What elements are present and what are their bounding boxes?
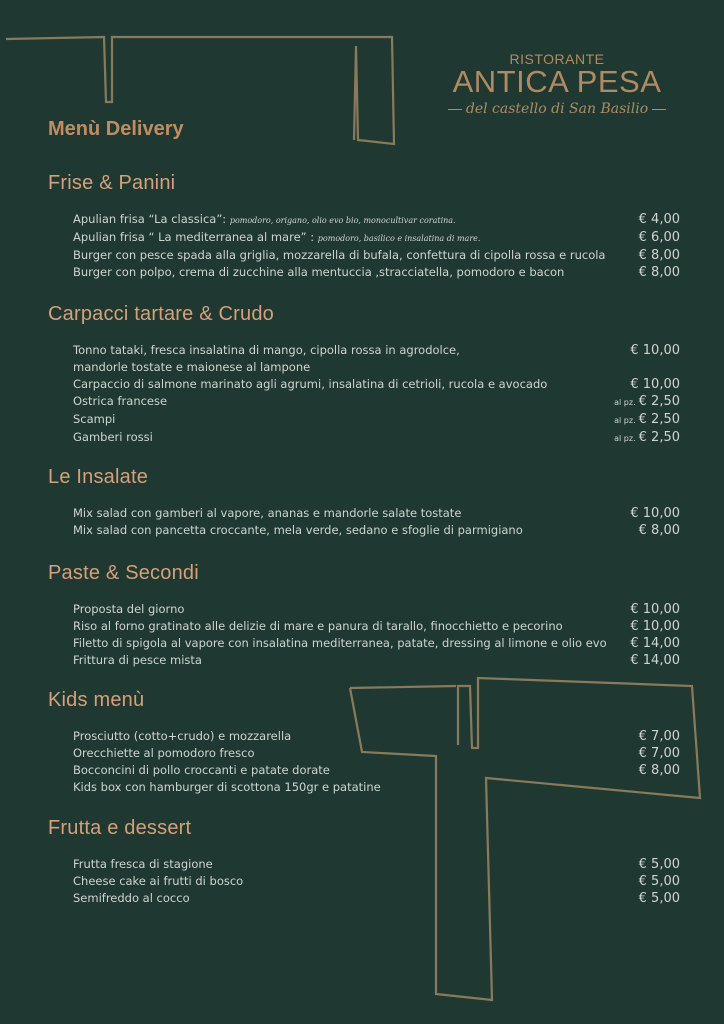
divider-right xyxy=(652,109,666,110)
item-price: € 14,00 xyxy=(630,636,680,651)
menu-item xyxy=(73,522,680,539)
brand-subtitle-row xyxy=(432,101,682,117)
section-insalate xyxy=(48,466,680,539)
item-note: pomodoro, origano, olio evo bio, monocultivar coratina. xyxy=(229,216,456,225)
menu-item xyxy=(73,856,680,873)
item-name-cont: mandorle tostate e maionese al lampone xyxy=(73,360,311,374)
item-name: Orecchiette al pomodoro fresco xyxy=(73,746,255,760)
menu-item xyxy=(73,890,680,907)
item-name: Mix salad con pancetta croccante, mela verde, sedano e sfoglie di parmigiano xyxy=(73,523,523,537)
item-name: Frutta fresca di stagione xyxy=(73,857,213,871)
item-price: € 8,00 xyxy=(638,248,680,263)
item-name: Mix salad con gamberi al vapore, ananas e mandorle salate tostate xyxy=(73,506,462,520)
item-price: € 10,00 xyxy=(630,619,680,634)
item-name: Semifreddo al cocco xyxy=(73,891,190,905)
item-name: Prosciutto (cotto+crudo) e mozzarella xyxy=(73,729,292,743)
brand-subtitle: del castello di San Basilio xyxy=(465,101,649,117)
item-unit: al pz. xyxy=(614,398,636,407)
item-name: Gamberi rossi xyxy=(73,430,153,444)
item-price: € 8,00 xyxy=(638,265,680,280)
item-name: Riso al forno gratinato alle delizie di mare e panura di tarallo, finocchietto e pecorino xyxy=(73,619,563,633)
item-name: Apulian frisa “La classica”: xyxy=(73,212,230,226)
section-title: Paste & Secondi xyxy=(48,562,199,584)
item-name: Burger con polpo, crema di zucchine alla mentuccia ,stracciatella, pomodoro e bacon xyxy=(73,265,565,279)
menu-item xyxy=(73,376,680,393)
item-unit: al pz. xyxy=(614,434,636,443)
item-unit: al pz. xyxy=(614,416,636,425)
menu-item xyxy=(73,264,680,281)
item-price: € 5,00 xyxy=(638,891,680,906)
menu-item xyxy=(73,342,680,376)
section-frise-panini xyxy=(48,172,680,281)
menu-item xyxy=(73,728,680,745)
item-price: € 6,00 xyxy=(638,230,680,245)
menu-item xyxy=(73,505,680,522)
menu-item xyxy=(73,618,680,635)
item-name: Ostrica francese xyxy=(73,394,168,408)
item-name: Carpaccio di salmone marinato agli agrumi, insalatina di cetrioli, rucola e avocado xyxy=(73,377,548,391)
item-price: € 14,00 xyxy=(630,653,680,668)
section-title: Carpacci tartare & Crudo xyxy=(48,303,275,325)
section-kids-menu xyxy=(48,689,680,796)
menu-item xyxy=(73,601,680,618)
item-price: € 2,50 xyxy=(638,394,680,409)
brand-name: ANTICA PESA xyxy=(452,64,662,99)
item-price: € 2,50 xyxy=(638,430,680,445)
menu-item xyxy=(73,411,680,429)
item-name: Cheese cake ai frutti di bosco xyxy=(73,874,244,888)
item-price: € 8,00 xyxy=(638,523,680,538)
menu-item xyxy=(73,393,680,411)
section-title: Le Insalate xyxy=(48,466,149,488)
item-name: Apulian frisa “ La mediterranea al mare” : xyxy=(73,230,318,244)
section-title: Kids menù xyxy=(48,689,145,711)
section-carpacci xyxy=(48,303,680,447)
menu-item xyxy=(73,745,680,762)
section-paste-secondi xyxy=(48,562,680,669)
menu-item xyxy=(73,779,680,796)
item-name: Kids box con hamburger di scottona 150gr e patatine xyxy=(73,780,381,794)
item-price: € 10,00 xyxy=(630,377,680,392)
section-frutta-dessert xyxy=(48,817,680,907)
item-price: € 5,00 xyxy=(638,857,680,872)
menu-item xyxy=(73,652,680,669)
item-price: € 5,00 xyxy=(638,874,680,889)
menu-item xyxy=(73,429,680,447)
divider-left xyxy=(448,109,462,110)
section-title: Frise & Panini xyxy=(48,172,176,194)
menu-title: Menù Delivery xyxy=(48,118,184,140)
menu-item xyxy=(73,873,680,890)
item-name: Frittura di pesce mista xyxy=(73,653,202,667)
menu-item xyxy=(73,635,680,652)
item-price: € 10,00 xyxy=(630,506,680,521)
item-price: € 10,00 xyxy=(630,602,680,617)
menu-item xyxy=(73,229,680,247)
brand-ristorante: RISTORANTE xyxy=(509,51,605,67)
item-price: € 2,50 xyxy=(638,412,680,427)
item-note: pomodoro, basilico e insalatina di mare. xyxy=(317,234,481,243)
restaurant-logo xyxy=(432,51,682,117)
item-price: € 8,00 xyxy=(638,763,680,778)
menu-item xyxy=(73,247,680,264)
section-title: Frutta e dessert xyxy=(48,817,192,839)
item-name: Tonno tataki, fresca insalatina di mango, cipolla rossa in agrodolce, xyxy=(73,343,460,357)
item-name: Proposta del giorno xyxy=(73,602,185,616)
item-price: € 10,00 xyxy=(630,343,680,358)
item-price: € 4,00 xyxy=(638,212,680,227)
item-price: € 7,00 xyxy=(638,746,680,761)
item-name: Burger con pesce spada alla griglia, mozzarella di bufala, confettura di cipolla rossa e rucola xyxy=(73,248,606,262)
menu-item xyxy=(73,762,680,779)
item-name: Filetto di spigola al vapore con insalatina mediterranea, patate, dressing al limone e olio evo xyxy=(73,636,607,650)
menu-item xyxy=(73,211,680,229)
item-name: Scampi xyxy=(73,412,116,426)
item-name: Bocconcini di pollo croccanti e patate dorate xyxy=(73,763,330,777)
item-price: € 7,00 xyxy=(638,729,680,744)
